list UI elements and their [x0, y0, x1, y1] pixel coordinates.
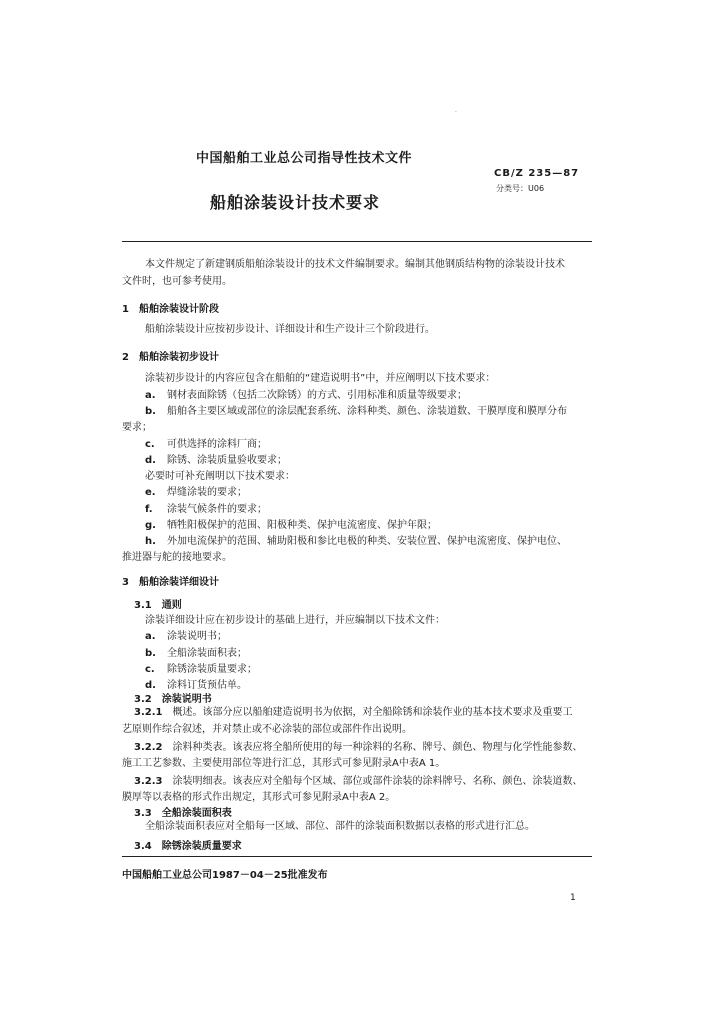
section-1-heading: 1 船舶涂装设计阶段 [122, 304, 219, 315]
list-text: 涂料订货预估单。 [167, 680, 247, 691]
list-marker: b. [145, 648, 156, 659]
list-text: 涂装气候条件的要求； [167, 504, 267, 515]
section-3-4-heading: 3.4 除锈涂装质量要求 [134, 841, 242, 852]
list-text: 可供选择的涂料厂商； [167, 439, 267, 450]
list-text: 外加电流保护的范围、辅助阳极和参比电极的种类、安装位置、保护电流密度、保护电位、 [167, 536, 567, 547]
intro-line-2: 文件时，也可参考使用。 [122, 276, 232, 287]
issue-statement: 中国船舶工业总公司1987－04－25批准发布 [122, 870, 328, 881]
list-item [145, 403, 567, 421]
section-2-heading: 2 船舶涂装初步设计 [122, 352, 219, 363]
list-marker: d. [145, 455, 156, 466]
list-item-continuation: 要求； [122, 422, 152, 433]
clause-3-2-2-continuation: 施工工艺参数、主要使用部位等进行汇总，其形式可参见附录A中表A 1。 [122, 758, 446, 769]
header-divider [122, 241, 592, 242]
list-text: 牺牲阳极保护的范围、阳极种类、保护电流密度、保护年限； [167, 520, 437, 531]
list-marker: a. [145, 390, 156, 401]
section-1-text: 船舶涂装设计应按初步设计、详细设计和生产设计三个阶段进行。 [145, 324, 435, 335]
list-text: 船舶各主要区域或部位的涂层配套系统、涂料种类、颜色、涂装道数、干膜厚度和膜厚分布 [167, 406, 567, 417]
section-3-heading: 3 船舶涂装详细设计 [122, 577, 219, 588]
list-item [145, 484, 247, 502]
classification-number: 分类号：U06 [496, 184, 545, 193]
supplementary-note: 必要时可补充阐明以下技术要求： [145, 471, 295, 482]
list-marker: g. [145, 520, 156, 531]
list-text: 涂装说明书； [167, 631, 227, 642]
footer-divider [122, 856, 592, 857]
document-title: 船舶涂装设计技术要求 [210, 193, 381, 212]
clause-3-2-1-continuation: 艺原则作综合叙述，并对禁止或不必涂装的部位或部件作出说明。 [122, 724, 412, 735]
issuing-organization: 中国船舶工业总公司指导性技术文件 [196, 151, 413, 166]
section-3-1-intro: 涂装详细设计应在初步设计的基础上进行，并应编制以下技术文件： [145, 615, 445, 626]
section-3-2-heading: 3.2 涂装说明书 [134, 694, 212, 705]
list-marker: d. [145, 680, 156, 691]
list-text: 除锈、涂装质量验收要求； [167, 455, 287, 466]
section-3-1-heading: 3.1 通则 [134, 600, 182, 611]
clause-number: 3.2.3 [134, 776, 163, 787]
section-3-3-text: 全船涂装面积表应对全船每一区域、部位、部件的涂装面积数据以表格的形式进行汇总。 [145, 821, 535, 832]
list-item-continuation: 推进器与舵的接地要求。 [122, 552, 232, 563]
clause-3-2-1 [134, 704, 572, 722]
clause-text: 涂料种类表。该表应将全船所使用的每一种涂料的名称、牌号、颜色、物理与化学性能参数、 [172, 742, 583, 753]
standard-number: CB/Z 235—87 [494, 168, 580, 179]
list-marker: h. [145, 536, 156, 547]
page-number: 1 [570, 893, 576, 903]
list-text: 全船涂装面积表； [167, 648, 247, 659]
intro-line-1: 本文件规定了新建钢质船舶涂装设计的技术文件编制要求。编制其他钢质结构物的涂装设计技术 [145, 259, 565, 270]
list-marker: e. [145, 487, 156, 498]
scan-mark: . [455, 107, 457, 114]
list-marker: c. [145, 439, 155, 450]
section-2-intro: 涂装初步设计的内容应包含在船舶的“建造说明书”中，并应阐明以下技术要求： [145, 373, 496, 384]
list-marker: a. [145, 631, 156, 642]
list-marker: f. [145, 504, 153, 515]
clause-text: 概述。该部分应以船舶建造说明书为依据，对全船除锈和涂装作业的基本技术要求及重要工 [172, 707, 573, 718]
section-3-3-heading: 3.3 全船涂装面积表 [134, 808, 232, 819]
list-marker: b. [145, 406, 156, 417]
list-text: 除锈涂装质量要求； [167, 664, 257, 675]
clause-3-2-3-continuation: 膜厚等以表格的形式作出规定，其形式可参见附录A中表A 2。 [122, 792, 396, 803]
list-marker: c. [145, 664, 155, 675]
list-text: 焊缝涂装的要求； [167, 487, 247, 498]
clause-number: 3.2.2 [134, 742, 163, 753]
list-text: 钢材表面除锈（包括二次除锈）的方式、引用标准和质量等级要求； [167, 390, 467, 401]
clause-text: 涂装明细表。该表应对全船每个区域、部位或部件涂装的涂料牌号、名称、颜色、涂装道数、 [172, 776, 583, 787]
clause-number: 3.2.1 [134, 707, 163, 718]
list-item [145, 628, 227, 646]
